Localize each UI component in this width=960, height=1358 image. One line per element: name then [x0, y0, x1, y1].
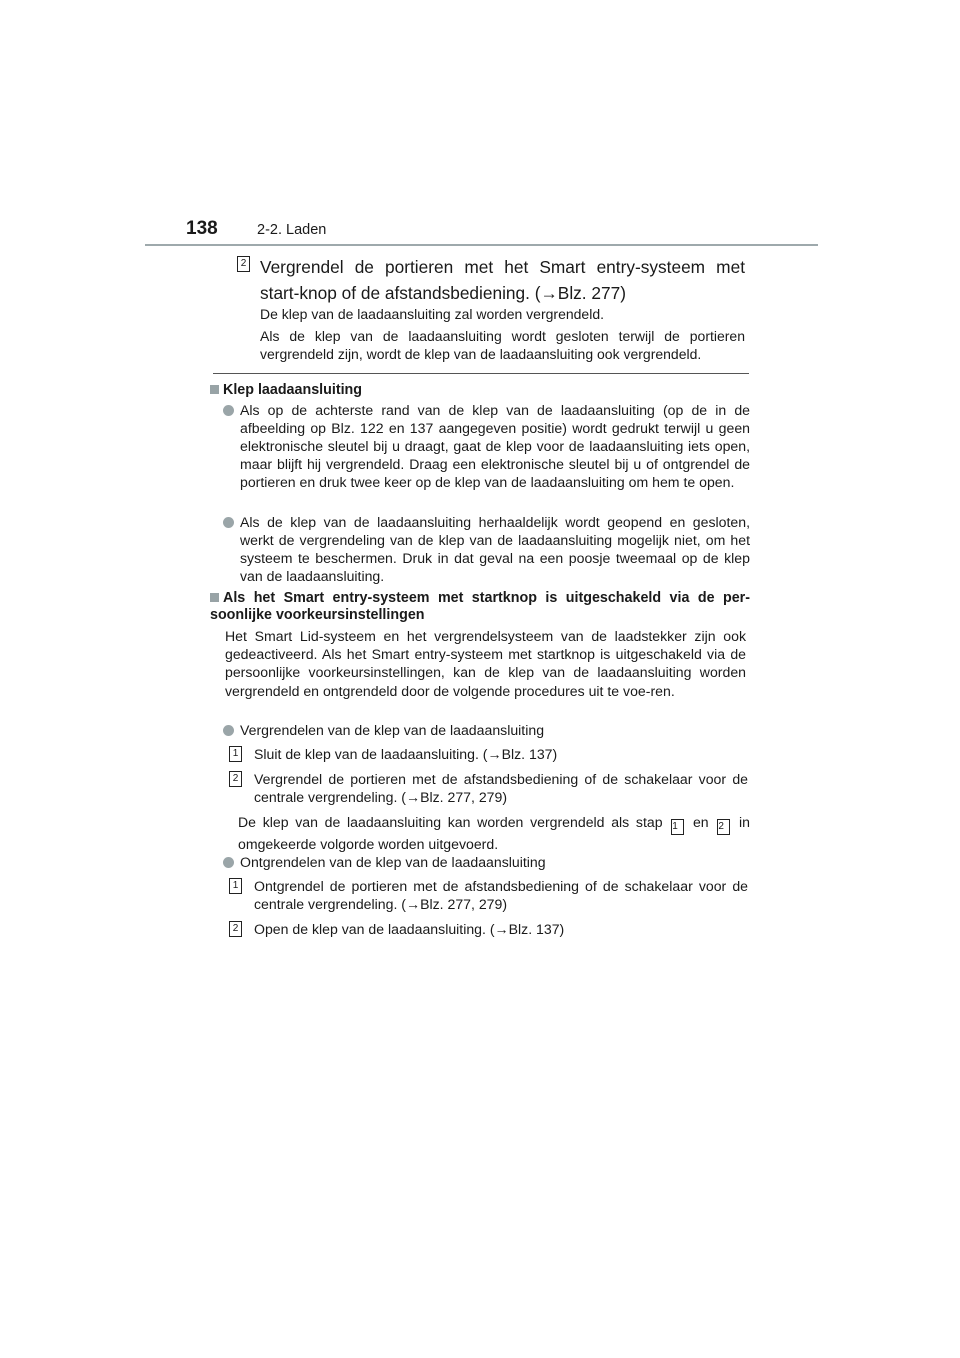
header-divider [145, 244, 818, 246]
circle-bullet-icon [223, 517, 234, 528]
section-title: 2-2. Laden [257, 222, 327, 238]
step-number-badge: 2 [237, 256, 250, 272]
step-text: Vergrendel de portieren met de afstandsbediening of de schakelaar voor de centrale vergrendeling. (→Blz. 277, 279) [254, 771, 748, 805]
note-text: in omgekeerde volgorde worden uitgevoerd. [238, 814, 751, 852]
square-bullet-icon [210, 385, 219, 394]
section-heading [210, 382, 362, 399]
note-text: en [692, 814, 709, 830]
page-number: 138 [186, 218, 218, 239]
bullet-text: Ontgrendelen van de klep van de laadaansluiting [240, 854, 546, 870]
step-text: Open de klep van de laadaansluiting. (→Blz. 137) [254, 921, 565, 937]
step-number-badge: 1 [229, 878, 242, 894]
square-bullet-icon [210, 593, 219, 602]
step-number-badge: 2 [229, 771, 242, 787]
bullet-text: Vergrendelen van de klep van de laadaansluiting [240, 722, 545, 738]
section-divider [213, 373, 749, 374]
circle-bullet-icon [223, 725, 234, 736]
section-paragraph: Het Smart Lid-systeem en het vergrendelsysteem van de laadstekker zijn ook gedeactiveerd. Als het Smart entry-systeem met startknop is uitgeschakeld via de persoonlijke voorkeursinstellingen, kan de klep van de laadaansluiting worden vergrendeld en ontgrendeld door de volgende procedures uit te voe-ren. [225, 628, 746, 699]
circle-bullet-icon [223, 857, 234, 868]
section-heading-label: Klep laadaansluiting [223, 382, 363, 398]
section-heading [210, 590, 750, 624]
bullet-text: Als de klep van de laadaansluiting herhaaldelijk wordt geopend en gesloten, werkt de vergrendeling van de klep van de laadaansluiting mogelijk niet, om het systeem te beschermen. Druk in dat geval na een poosje tweemaal op de klep van de laadaansluiting. [240, 514, 750, 584]
step-note: De klep van de laadaansluiting zal worden vergrendeld. [260, 306, 604, 322]
section-heading-label: Als het Smart entry-systeem met startknop is uitgeschakeld via de per-soonlijke voorkeursinstellingen [210, 590, 750, 623]
step-note [238, 813, 750, 853]
bullet-text: Als op de achterste rand van de klep van de laadaansluiting (op de in de afbeelding op Blz. 122 en 137 aangegeven positie) wordt gedrukt terwijl u geen elektronische sleutel bij u draagt, gaat de klep voor de laadaansluiting iets open, maar blijft hij vergrendeld. Draag een elektronische sleutel bij u of ontgrendel de portieren en druk twee keer op de klep van de laadaansluiting om hem te open. [240, 402, 750, 490]
note-text: De klep van de laadaansluiting kan worden vergrendeld als stap [238, 814, 663, 830]
step-text: Vergrendel de portieren met het Smart entry-systeem met start-knop of de afstandsbediening. (→Blz. 277) [260, 257, 745, 303]
step-number-badge: 1 [671, 819, 684, 835]
step-number-badge: 1 [229, 746, 242, 762]
step-text: Sluit de klep van de laadaansluiting. (→Blz. 137) [254, 746, 558, 762]
step-note: Als de klep van de laadaansluiting wordt gesloten terwijl de portieren vergrendeld zijn, wordt de klep van de laadaansluiting ook vergrendeld. [260, 328, 745, 362]
step-text: Ontgrendel de portieren met de afstandsbediening of de schakelaar voor de centrale vergrendeling. (→Blz. 277, 279) [254, 878, 748, 912]
step-number-badge: 2 [229, 921, 242, 937]
step-number-badge: 2 [717, 819, 730, 835]
circle-bullet-icon [223, 405, 234, 416]
